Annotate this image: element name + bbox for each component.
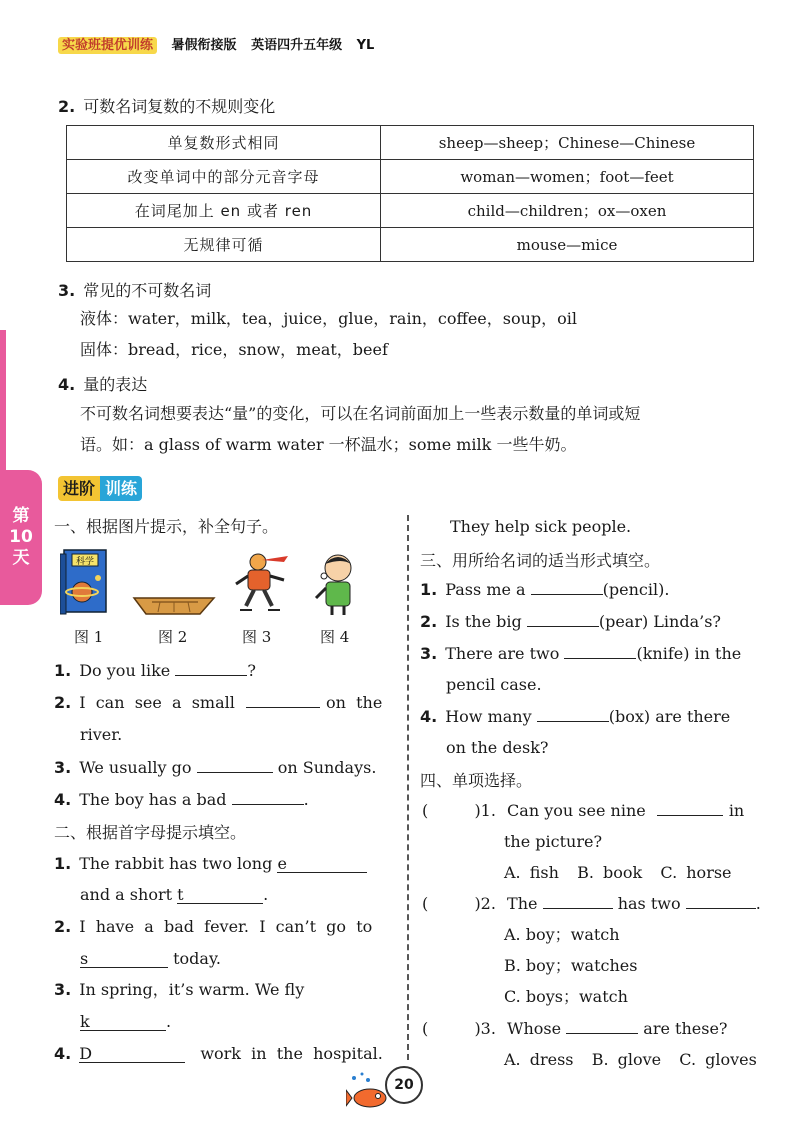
answer-blank[interactable]: s (80, 951, 168, 968)
page-number: 20 (385, 1066, 423, 1104)
part1-title: 一、根据图片提示，补全句子。 (54, 517, 279, 536)
code: YL (356, 38, 375, 53)
question-cont: and a short t . (80, 885, 269, 904)
question-cont: s today. (80, 949, 221, 968)
science-book-icon (60, 548, 112, 616)
question: 2. I have a bad fever. I can’t go to (54, 917, 373, 936)
answer-blank[interactable] (686, 894, 756, 909)
svg-text:科学: 科学 (75, 557, 95, 567)
section3-heading: 3. 常见的不可数名词 (58, 281, 212, 300)
question: 2. I can see a small on the (54, 693, 383, 712)
answer-blank[interactable] (566, 1019, 638, 1034)
caption-fig2: 图 2 (158, 628, 188, 646)
question-cont: pencil case. (446, 675, 542, 694)
page-header (58, 34, 384, 53)
question: 3. We usually go on Sundays. (54, 758, 377, 777)
answer-blank[interactable]: D (79, 1046, 185, 1063)
section4-line2: 语。如：a glass of warm water 一杯温水；some milk 一些牛奶。 (80, 435, 577, 454)
question: 3. There are two (knife) in the (420, 644, 742, 663)
edition: 暑假衔接版 (171, 38, 237, 53)
question: 2. Is the big (pear) Linda’s? (420, 612, 721, 631)
question-cont: river. (80, 725, 123, 744)
irregular-plural-table (66, 125, 754, 262)
question: 1. Do you like ? (54, 661, 256, 680)
question: ( )1. Can you see nine in (422, 801, 745, 820)
advanced-training-badge: 进阶 训练 (58, 476, 142, 499)
table-row: 在词尾加上 en 或者 ren child—children；ox—oxen (67, 194, 754, 228)
question: 4. The boy has a bad . (54, 790, 309, 809)
question-cont: k . (80, 1012, 172, 1031)
caption-fig3: 图 3 (242, 628, 272, 646)
answer-blank[interactable] (537, 707, 609, 722)
option: A. boy；watch (504, 925, 620, 944)
boat-icon (132, 594, 216, 618)
answer-blank[interactable] (175, 661, 247, 676)
question-cont: the picture? (504, 832, 603, 851)
answer-blank[interactable] (564, 644, 636, 659)
answer-blank[interactable] (657, 801, 723, 816)
caption-fig4: 图 4 (320, 628, 350, 646)
caption-fig1: 图 1 (74, 628, 104, 646)
question: 4. How many (box) are there (420, 707, 731, 726)
answer-blank[interactable]: e (277, 856, 367, 873)
answer-blank[interactable] (246, 693, 320, 708)
table-row: 改变单词中的部分元音字母 woman—women；foot—feet (67, 160, 754, 194)
table-row: 无规律可循 mouse—mice (67, 228, 754, 262)
part3-title: 三、用所给名词的适当形式填空。 (420, 551, 661, 570)
question: ( )3. Whose are these? (422, 1019, 728, 1038)
options: A. fish B. book C. horse (504, 863, 732, 882)
option: B. boy；watches (504, 956, 638, 975)
table-row: 单复数形式相同 sheep—sheep；Chinese—Chinese (67, 126, 754, 160)
section4-heading: 4. 量的表达 (58, 375, 148, 394)
brand-title: 实验班提优训练 (58, 37, 157, 54)
answer-blank[interactable] (527, 612, 599, 627)
answer-blank[interactable] (232, 790, 304, 805)
subject: 英语四升五年级 (251, 38, 343, 53)
question: ( )2. The has two . (422, 894, 761, 913)
answer-blank[interactable] (543, 894, 613, 909)
answer-blank[interactable]: t (177, 887, 263, 904)
answer-blank[interactable]: k (80, 1014, 166, 1031)
column-divider (407, 515, 409, 1060)
question: 1. The rabbit has two long e (54, 853, 367, 875)
options: A. dress B. glove C. gloves (504, 1050, 757, 1069)
solid-nouns: 固体：bread，rice，snow，meat，beef (80, 340, 388, 359)
coughing-boy-icon (312, 552, 364, 616)
part2-title: 二、根据首字母提示填空。 (54, 823, 247, 842)
part4-title: 四、单项选择。 (420, 771, 533, 790)
day-tab: 第 10 天 (0, 470, 42, 605)
option: C. boys；watch (504, 987, 628, 1006)
section2-heading: 2. 可数名词复数的不规则变化 (58, 97, 276, 116)
continued-text: They help sick people. (450, 517, 632, 536)
question-cont: on the desk? (446, 738, 549, 757)
question: 4. D work in the hospital. (54, 1044, 383, 1063)
question: 3. In spring，it’s warm. We fly (54, 980, 305, 999)
answer-blank[interactable] (531, 580, 603, 595)
side-stripe (0, 330, 6, 480)
liquid-nouns: 液体：water，milk，tea，juice，glue，rain，coffee，soup，oil (80, 309, 578, 328)
question: 1. Pass me a (pencil). (420, 580, 670, 599)
skating-boy-icon (228, 550, 294, 616)
section4-line1: 不可数名词想要表达“量”的变化，可以在名词前面加上一些表示数量的单词或短 (80, 404, 641, 423)
answer-blank[interactable] (197, 758, 273, 773)
